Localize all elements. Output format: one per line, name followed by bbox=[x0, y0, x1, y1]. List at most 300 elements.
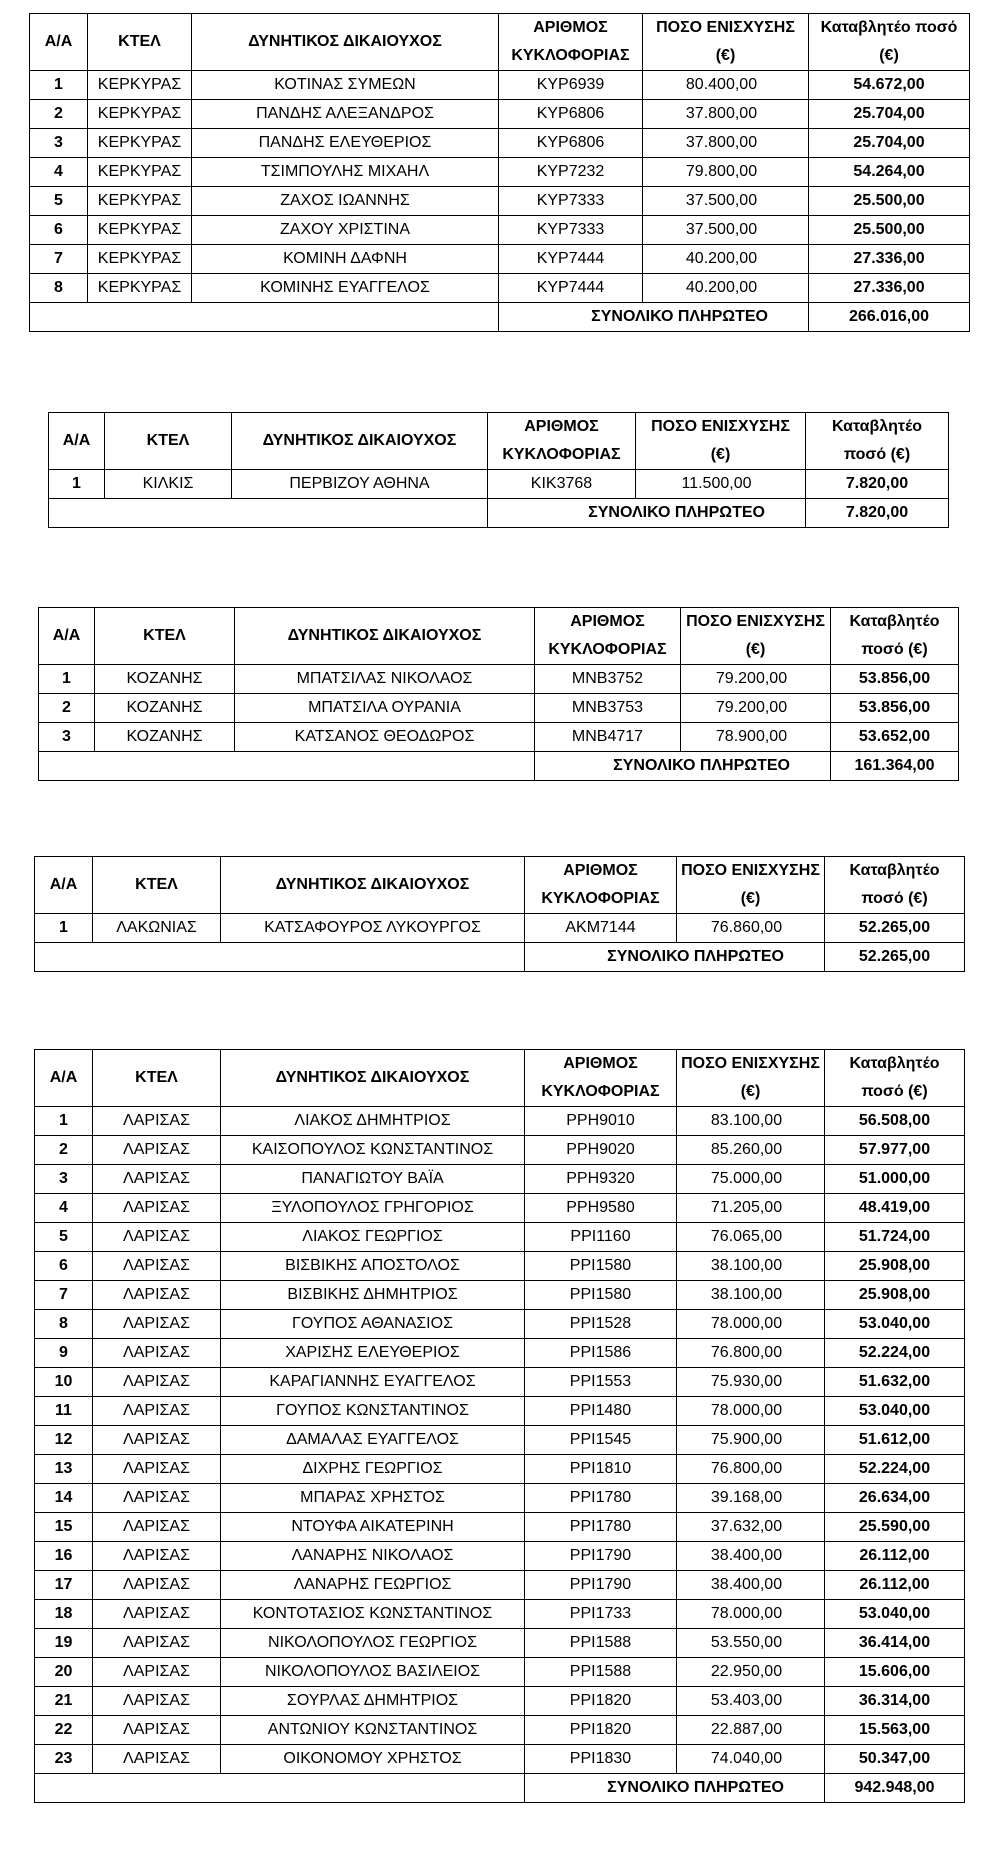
table-row bbox=[35, 1281, 965, 1310]
grant-amount: 76.860,00 bbox=[677, 914, 825, 943]
beneficiary-name: ΜΠΑΡΑΣ ΧΡΗΣΤΟΣ bbox=[221, 1484, 525, 1513]
beneficiary-name: ΤΣΙΜΠΟΥΛΗΣ ΜΙΧΑΗΛ bbox=[192, 158, 499, 187]
grant-amount: 78.000,00 bbox=[677, 1600, 825, 1629]
beneficiary-name: ΓΟΥΠΟΣ ΚΩΝΣΤΑΝΤΙΝΟΣ bbox=[221, 1397, 525, 1426]
grant-amount: 75.000,00 bbox=[677, 1165, 825, 1194]
plate-number: ΡΡΙ1830 bbox=[525, 1745, 677, 1774]
ktel-name: ΛΑΡΙΣΑΣ bbox=[93, 1223, 221, 1252]
row-number: 11 bbox=[35, 1397, 93, 1426]
payable-amount: 25.908,00 bbox=[825, 1281, 965, 1310]
row-number: 18 bbox=[35, 1600, 93, 1629]
table-row bbox=[35, 1426, 965, 1455]
beneficiary-name: ΚΟΜΙΝΗ ΔΑΦΝΗ bbox=[192, 245, 499, 274]
beneficiary-name: ΒΙΣΒΙΚΗΣ ΔΗΜΗΤΡΙΟΣ bbox=[221, 1281, 525, 1310]
row-number: 15 bbox=[35, 1513, 93, 1542]
row-number: 10 bbox=[35, 1368, 93, 1397]
ktel-name: ΛΑΡΙΣΑΣ bbox=[93, 1310, 221, 1339]
table-row bbox=[35, 1687, 965, 1716]
plate-number: ΡΡΙ1160 bbox=[525, 1223, 677, 1252]
table-body bbox=[39, 608, 959, 781]
ktel-name: ΛΑΡΙΣΑΣ bbox=[93, 1542, 221, 1571]
payable-amount: 56.508,00 bbox=[825, 1107, 965, 1136]
table-row bbox=[35, 1629, 965, 1658]
plate-number: ΚΥΡ6806 bbox=[499, 100, 643, 129]
plate-number: ΡΡΙ1580 bbox=[525, 1252, 677, 1281]
ktel-name: ΛΑΡΙΣΑΣ bbox=[93, 1571, 221, 1600]
beneficiary-name: ΚΑΡΑΓΙΑΝΝΗΣ ΕΥΑΓΓΕΛΟΣ bbox=[221, 1368, 525, 1397]
payable-amount: 53.040,00 bbox=[825, 1600, 965, 1629]
ktel-name: ΛΑΡΙΣΑΣ bbox=[93, 1368, 221, 1397]
payable-amount: 57.977,00 bbox=[825, 1136, 965, 1165]
row-number: 1 bbox=[35, 914, 93, 943]
payable-amount: 25.500,00 bbox=[809, 216, 970, 245]
total-row bbox=[39, 752, 959, 781]
row-number: 7 bbox=[35, 1281, 93, 1310]
grant-amount: 38.100,00 bbox=[677, 1281, 825, 1310]
payable-amount: 52.224,00 bbox=[825, 1455, 965, 1484]
beneficiary-name: ΠΑΝΔΗΣ ΑΛΕΞΑΝΔΡΟΣ bbox=[192, 100, 499, 129]
beneficiary-name: ΔΑΜΑΛΑΣ ΕΥΑΓΓΕΛΟΣ bbox=[221, 1426, 525, 1455]
row-number: 1 bbox=[30, 71, 88, 100]
table-row bbox=[35, 1397, 965, 1426]
beneficiary-name: ΛΑΝΑΡΗΣ ΓΕΩΡΓΙΟΣ bbox=[221, 1571, 525, 1600]
total-row bbox=[30, 303, 970, 332]
header-aa: Α/Α bbox=[39, 608, 95, 665]
row-number: 8 bbox=[30, 274, 88, 303]
table-row bbox=[30, 158, 970, 187]
table-row bbox=[30, 216, 970, 245]
payable-amount: 52.224,00 bbox=[825, 1339, 965, 1368]
ktel-name: ΛΑΡΙΣΑΣ bbox=[93, 1165, 221, 1194]
table-body bbox=[30, 14, 970, 332]
table-larisas bbox=[34, 1049, 965, 1803]
ktel-name: ΛΑΡΙΣΑΣ bbox=[93, 1107, 221, 1136]
grant-amount: 76.065,00 bbox=[677, 1223, 825, 1252]
header-payable: Καταβλητέο ποσό (€) bbox=[806, 413, 949, 470]
grant-amount: 37.500,00 bbox=[643, 187, 809, 216]
ktel-name: ΛΑΡΙΣΑΣ bbox=[93, 1339, 221, 1368]
header-grant: ΠΟΣΟ ΕΝΙΣΧΥΣΗΣ (€) bbox=[677, 857, 825, 914]
grant-amount: 83.100,00 bbox=[677, 1107, 825, 1136]
grant-amount: 39.168,00 bbox=[677, 1484, 825, 1513]
payable-amount: 26.634,00 bbox=[825, 1484, 965, 1513]
beneficiary-name: ΠΕΡΒΙΖΟΥ ΑΘΗΝΑ bbox=[232, 470, 488, 499]
payable-amount: 48.419,00 bbox=[825, 1194, 965, 1223]
beneficiary-name: ΚΑΤΣΑΦΟΥΡΟΣ ΛΥΚΟΥΡΓΟΣ bbox=[221, 914, 525, 943]
table-row bbox=[35, 1542, 965, 1571]
payable-amount: 7.820,00 bbox=[806, 470, 949, 499]
plate-number: ΚΙΚ3768 bbox=[488, 470, 636, 499]
header-ktel: ΚΤΕΛ bbox=[93, 1050, 221, 1107]
table-row bbox=[35, 1745, 965, 1774]
plate-number: ΡΡΙ1586 bbox=[525, 1339, 677, 1368]
total-spacer bbox=[49, 499, 488, 528]
header-payable: Καταβλητέο ποσό (€) bbox=[809, 14, 970, 71]
ktel-name: ΛΑΡΙΣΑΣ bbox=[93, 1687, 221, 1716]
ktel-name: ΛΑΡΙΣΑΣ bbox=[93, 1136, 221, 1165]
plate-number: ΡΡΙ1820 bbox=[525, 1716, 677, 1745]
plate-number: ΜΝΒ4717 bbox=[535, 723, 681, 752]
payable-amount: 27.336,00 bbox=[809, 245, 970, 274]
grant-amount: 53.550,00 bbox=[677, 1629, 825, 1658]
total-spacer bbox=[30, 303, 499, 332]
ktel-name: ΚΟΖΑΝΗΣ bbox=[95, 665, 235, 694]
ktel-name: ΛΑΡΙΣΑΣ bbox=[93, 1194, 221, 1223]
beneficiary-name: ΞΥΛΟΠΟΥΛΟΣ ΓΡΗΓΟΡΙΟΣ bbox=[221, 1194, 525, 1223]
grant-amount: 80.400,00 bbox=[643, 71, 809, 100]
grant-amount: 38.400,00 bbox=[677, 1542, 825, 1571]
plate-number: ΡΡΙ1780 bbox=[525, 1513, 677, 1542]
header-row bbox=[49, 413, 949, 470]
row-number: 4 bbox=[35, 1194, 93, 1223]
table-row bbox=[35, 1223, 965, 1252]
header-ktel: ΚΤΕΛ bbox=[93, 857, 221, 914]
beneficiary-name: ΓΟΥΠΟΣ ΑΘΑΝΑΣΙΟΣ bbox=[221, 1310, 525, 1339]
header-plate: ΑΡΙΘΜΟΣ ΚΥΚΛΟΦΟΡΙΑΣ bbox=[525, 857, 677, 914]
table-row bbox=[35, 1658, 965, 1687]
total-row bbox=[49, 499, 949, 528]
table-row bbox=[35, 1107, 965, 1136]
beneficiary-name: ΔΙΧΡΗΣ ΓΕΩΡΓΙΟΣ bbox=[221, 1455, 525, 1484]
plate-number: ΡΡΙ1480 bbox=[525, 1397, 677, 1426]
header-aa: Α/Α bbox=[30, 14, 88, 71]
ktel-name: ΚΕΡΚΥΡΑΣ bbox=[88, 129, 192, 158]
ktel-name: ΛΑΡΙΣΑΣ bbox=[93, 1484, 221, 1513]
table-row bbox=[35, 1513, 965, 1542]
row-number: 1 bbox=[49, 470, 105, 499]
grant-amount: 78.000,00 bbox=[677, 1397, 825, 1426]
table-row bbox=[30, 274, 970, 303]
table-row bbox=[35, 1368, 965, 1397]
header-grant: ΠΟΣΟ ΕΝΙΣΧΥΣΗΣ (€) bbox=[681, 608, 831, 665]
total-label: ΣΥΝΟΛΙΚΟ ΠΛΗΡΩΤΕΟ bbox=[525, 1774, 825, 1803]
row-number: 2 bbox=[30, 100, 88, 129]
ktel-name: ΚΕΡΚΥΡΑΣ bbox=[88, 187, 192, 216]
total-value: 161.364,00 bbox=[831, 752, 959, 781]
plate-number: ΡΡΙ1810 bbox=[525, 1455, 677, 1484]
row-number: 3 bbox=[35, 1165, 93, 1194]
payable-amount: 51.632,00 bbox=[825, 1368, 965, 1397]
header-aa: Α/Α bbox=[49, 413, 105, 470]
plate-number: ΚΥΡ7333 bbox=[499, 187, 643, 216]
table-row bbox=[39, 694, 959, 723]
row-number: 23 bbox=[35, 1745, 93, 1774]
table-row bbox=[39, 665, 959, 694]
table-row bbox=[35, 1455, 965, 1484]
beneficiary-name: ΚΑΙΣΟΠΟΥΛΟΣ ΚΩΝΣΤΑΝΤΙΝΟΣ bbox=[221, 1136, 525, 1165]
ktel-name: ΚΕΡΚΥΡΑΣ bbox=[88, 100, 192, 129]
total-value: 7.820,00 bbox=[806, 499, 949, 528]
plate-number: ΡΡΙ1588 bbox=[525, 1629, 677, 1658]
row-number: 16 bbox=[35, 1542, 93, 1571]
payable-amount: 25.704,00 bbox=[809, 129, 970, 158]
row-number: 3 bbox=[39, 723, 95, 752]
grant-amount: 79.800,00 bbox=[643, 158, 809, 187]
ktel-name: ΚΙΛΚΙΣ bbox=[105, 470, 232, 499]
total-value: 266.016,00 bbox=[809, 303, 970, 332]
table-row bbox=[30, 100, 970, 129]
beneficiary-name: ΝΤΟΥΦΑ ΑΙΚΑΤΕΡΙΝΗ bbox=[221, 1513, 525, 1542]
header-plate: ΑΡΙΘΜΟΣ ΚΥΚΛΟΦΟΡΙΑΣ bbox=[499, 14, 643, 71]
table-row bbox=[35, 914, 965, 943]
ktel-name: ΚΕΡΚΥΡΑΣ bbox=[88, 216, 192, 245]
row-number: 2 bbox=[35, 1136, 93, 1165]
row-number: 7 bbox=[30, 245, 88, 274]
grant-amount: 85.260,00 bbox=[677, 1136, 825, 1165]
header-row bbox=[39, 608, 959, 665]
payable-amount: 25.908,00 bbox=[825, 1252, 965, 1281]
total-value: 942.948,00 bbox=[825, 1774, 965, 1803]
ktel-name: ΛΑΡΙΣΑΣ bbox=[93, 1629, 221, 1658]
grant-amount: 38.100,00 bbox=[677, 1252, 825, 1281]
row-number: 4 bbox=[30, 158, 88, 187]
header-aa: Α/Α bbox=[35, 857, 93, 914]
ktel-name: ΛΑΡΙΣΑΣ bbox=[93, 1397, 221, 1426]
grant-amount: 22.887,00 bbox=[677, 1716, 825, 1745]
payable-amount: 26.112,00 bbox=[825, 1571, 965, 1600]
row-number: 6 bbox=[30, 216, 88, 245]
grant-amount: 40.200,00 bbox=[643, 274, 809, 303]
header-ktel: ΚΤΕΛ bbox=[105, 413, 232, 470]
header-ktel: ΚΤΕΛ bbox=[88, 14, 192, 71]
plate-number: ΡΡΗ9320 bbox=[525, 1165, 677, 1194]
plate-number: ΑΚΜ7144 bbox=[525, 914, 677, 943]
table-row bbox=[30, 245, 970, 274]
table-body bbox=[35, 1050, 965, 1803]
header-plate: ΑΡΙΘΜΟΣ ΚΥΚΛΟΦΟΡΙΑΣ bbox=[535, 608, 681, 665]
beneficiary-name: ΚΟΜΙΝΗΣ ΕΥΑΓΓΕΛΟΣ bbox=[192, 274, 499, 303]
plate-number: ΡΡΙ1790 bbox=[525, 1542, 677, 1571]
ktel-name: ΛΑΡΙΣΑΣ bbox=[93, 1252, 221, 1281]
total-spacer bbox=[39, 752, 535, 781]
header-grant: ΠΟΣΟ ΕΝΙΣΧΥΣΗΣ (€) bbox=[677, 1050, 825, 1107]
total-label: ΣΥΝΟΛΙΚΟ ΠΛΗΡΩΤΕΟ bbox=[488, 499, 806, 528]
row-number: 21 bbox=[35, 1687, 93, 1716]
plate-number: ΡΡΙ1553 bbox=[525, 1368, 677, 1397]
grant-amount: 76.800,00 bbox=[677, 1455, 825, 1484]
plate-number: ΡΡΗ9580 bbox=[525, 1194, 677, 1223]
table-row bbox=[35, 1310, 965, 1339]
total-label: ΣΥΝΟΛΙΚΟ ΠΛΗΡΩΤΕΟ bbox=[499, 303, 809, 332]
plate-number: ΡΡΙ1580 bbox=[525, 1281, 677, 1310]
table-body bbox=[35, 857, 965, 972]
grant-amount: 76.800,00 bbox=[677, 1339, 825, 1368]
grant-amount: 78.000,00 bbox=[677, 1310, 825, 1339]
row-number: 14 bbox=[35, 1484, 93, 1513]
grant-amount: 78.900,00 bbox=[681, 723, 831, 752]
table-row bbox=[35, 1136, 965, 1165]
total-spacer bbox=[35, 1774, 525, 1803]
beneficiary-name: ΑΝΤΩΝΙΟΥ ΚΩΝΣΤΑΝΤΙΝΟΣ bbox=[221, 1716, 525, 1745]
plate-number: ΡΡΙ1588 bbox=[525, 1658, 677, 1687]
total-row bbox=[35, 943, 965, 972]
payable-amount: 53.652,00 bbox=[831, 723, 959, 752]
grant-amount: 71.205,00 bbox=[677, 1194, 825, 1223]
beneficiary-name: ΝΙΚΟΛΟΠΟΥΛΟΣ ΓΕΩΡΓΙΟΣ bbox=[221, 1629, 525, 1658]
ktel-name: ΛΑΡΙΣΑΣ bbox=[93, 1455, 221, 1484]
ktel-name: ΚΕΡΚΥΡΑΣ bbox=[88, 245, 192, 274]
table-lakonias bbox=[34, 856, 965, 972]
plate-number: ΚΥΡ7232 bbox=[499, 158, 643, 187]
row-number: 5 bbox=[35, 1223, 93, 1252]
payable-amount: 50.347,00 bbox=[825, 1745, 965, 1774]
payable-amount: 54.264,00 bbox=[809, 158, 970, 187]
beneficiary-name: ΛΙΑΚΟΣ ΓΕΩΡΓΙΟΣ bbox=[221, 1223, 525, 1252]
table-body bbox=[49, 413, 949, 528]
payable-amount: 53.856,00 bbox=[831, 665, 959, 694]
beneficiary-name: ΜΠΑΤΣΙΛΑ ΟΥΡΑΝΙΑ bbox=[235, 694, 535, 723]
row-number: 1 bbox=[39, 665, 95, 694]
row-number: 3 bbox=[30, 129, 88, 158]
table-row bbox=[30, 187, 970, 216]
beneficiary-name: ΜΠΑΤΣΙΛΑΣ ΝΙΚΟΛΑΟΣ bbox=[235, 665, 535, 694]
beneficiary-name: ΖΑΧΟΣ ΙΩΑΝΝΗΣ bbox=[192, 187, 499, 216]
payable-amount: 25.590,00 bbox=[825, 1513, 965, 1542]
row-number: 17 bbox=[35, 1571, 93, 1600]
payable-amount: 25.704,00 bbox=[809, 100, 970, 129]
payable-amount: 25.500,00 bbox=[809, 187, 970, 216]
plate-number: ΜΝΒ3753 bbox=[535, 694, 681, 723]
payable-amount: 51.612,00 bbox=[825, 1426, 965, 1455]
total-row bbox=[35, 1774, 965, 1803]
plate-number: ΜΝΒ3752 bbox=[535, 665, 681, 694]
plate-number: ΚΥΡ6806 bbox=[499, 129, 643, 158]
row-number: 1 bbox=[35, 1107, 93, 1136]
beneficiary-name: ΚΟΝΤΟΤΑΣΙΟΣ ΚΩΝΣΤΑΝΤΙΝΟΣ bbox=[221, 1600, 525, 1629]
grant-amount: 37.800,00 bbox=[643, 129, 809, 158]
payable-amount: 36.414,00 bbox=[825, 1629, 965, 1658]
total-spacer bbox=[35, 943, 525, 972]
grant-amount: 53.403,00 bbox=[677, 1687, 825, 1716]
payable-amount: 52.265,00 bbox=[825, 914, 965, 943]
table-row bbox=[35, 1252, 965, 1281]
payable-amount: 53.040,00 bbox=[825, 1310, 965, 1339]
header-beneficiary: ΔΥΝΗΤΙΚΟΣ ΔΙΚΑΙΟΥΧΟΣ bbox=[221, 857, 525, 914]
table-row bbox=[30, 71, 970, 100]
grant-amount: 37.632,00 bbox=[677, 1513, 825, 1542]
table-row bbox=[35, 1165, 965, 1194]
beneficiary-name: ΠΑΝΔΗΣ ΕΛΕΥΘΕΡΙΟΣ bbox=[192, 129, 499, 158]
row-number: 22 bbox=[35, 1716, 93, 1745]
grant-amount: 22.950,00 bbox=[677, 1658, 825, 1687]
grant-amount: 75.930,00 bbox=[677, 1368, 825, 1397]
row-number: 19 bbox=[35, 1629, 93, 1658]
header-beneficiary: ΔΥΝΗΤΙΚΟΣ ΔΙΚΑΙΟΥΧΟΣ bbox=[221, 1050, 525, 1107]
ktel-name: ΛΑΡΙΣΑΣ bbox=[93, 1513, 221, 1542]
header-aa: Α/Α bbox=[35, 1050, 93, 1107]
ktel-name: ΛΑΡΙΣΑΣ bbox=[93, 1600, 221, 1629]
grant-amount: 37.500,00 bbox=[643, 216, 809, 245]
plate-number: ΡΡΙ1790 bbox=[525, 1571, 677, 1600]
header-payable: Καταβλητέο ποσό (€) bbox=[831, 608, 959, 665]
ktel-name: ΚΟΖΑΝΗΣ bbox=[95, 723, 235, 752]
row-number: 12 bbox=[35, 1426, 93, 1455]
table-row bbox=[35, 1194, 965, 1223]
row-number: 9 bbox=[35, 1339, 93, 1368]
grant-amount: 40.200,00 bbox=[643, 245, 809, 274]
payable-amount: 53.040,00 bbox=[825, 1397, 965, 1426]
payable-amount: 51.724,00 bbox=[825, 1223, 965, 1252]
payable-amount: 53.856,00 bbox=[831, 694, 959, 723]
beneficiary-name: ΛΑΝΑΡΗΣ ΝΙΚΟΛΑΟΣ bbox=[221, 1542, 525, 1571]
plate-number: ΡΡΗ9020 bbox=[525, 1136, 677, 1165]
beneficiary-name: ΚΑΤΣΑΝΟΣ ΘΕΟΔΩΡΟΣ bbox=[235, 723, 535, 752]
plate-number: ΡΡΙ1820 bbox=[525, 1687, 677, 1716]
beneficiary-name: ΖΑΧΟΥ ΧΡΙΣΤΙΝΑ bbox=[192, 216, 499, 245]
row-number: 13 bbox=[35, 1455, 93, 1484]
payable-amount: 54.672,00 bbox=[809, 71, 970, 100]
payable-amount: 51.000,00 bbox=[825, 1165, 965, 1194]
header-payable: Καταβλητέο ποσό (€) bbox=[825, 1050, 965, 1107]
payable-amount: 36.314,00 bbox=[825, 1687, 965, 1716]
grant-amount: 11.500,00 bbox=[636, 470, 806, 499]
grant-amount: 75.900,00 bbox=[677, 1426, 825, 1455]
payable-amount: 27.336,00 bbox=[809, 274, 970, 303]
row-number: 6 bbox=[35, 1252, 93, 1281]
header-plate: ΑΡΙΘΜΟΣ ΚΥΚΛΟΦΟΡΙΑΣ bbox=[488, 413, 636, 470]
total-label: ΣΥΝΟΛΙΚΟ ΠΛΗΡΩΤΕΟ bbox=[535, 752, 831, 781]
header-beneficiary: ΔΥΝΗΤΙΚΟΣ ΔΙΚΑΙΟΥΧΟΣ bbox=[235, 608, 535, 665]
ktel-name: ΚΕΡΚΥΡΑΣ bbox=[88, 71, 192, 100]
grant-amount: 79.200,00 bbox=[681, 665, 831, 694]
payable-amount: 26.112,00 bbox=[825, 1542, 965, 1571]
ktel-name: ΛΑΚΩΝΙΑΣ bbox=[93, 914, 221, 943]
header-plate: ΑΡΙΘΜΟΣ ΚΥΚΛΟΦΟΡΙΑΣ bbox=[525, 1050, 677, 1107]
payable-amount: 15.563,00 bbox=[825, 1716, 965, 1745]
row-number: 2 bbox=[39, 694, 95, 723]
row-number: 8 bbox=[35, 1310, 93, 1339]
header-beneficiary: ΔΥΝΗΤΙΚΟΣ ΔΙΚΑΙΟΥΧΟΣ bbox=[192, 14, 499, 71]
table-kilkis bbox=[48, 412, 949, 528]
ktel-name: ΛΑΡΙΣΑΣ bbox=[93, 1658, 221, 1687]
total-label: ΣΥΝΟΛΙΚΟ ΠΛΗΡΩΤΕΟ bbox=[525, 943, 825, 972]
beneficiary-name: ΟΙΚΟΝΟΜΟΥ ΧΡΗΣΤΟΣ bbox=[221, 1745, 525, 1774]
beneficiary-name: ΒΙΣΒΙΚΗΣ ΑΠΟΣΤΟΛΟΣ bbox=[221, 1252, 525, 1281]
grant-amount: 37.800,00 bbox=[643, 100, 809, 129]
ktel-name: ΚΕΡΚΥΡΑΣ bbox=[88, 274, 192, 303]
ktel-name: ΛΑΡΙΣΑΣ bbox=[93, 1281, 221, 1310]
header-payable: Καταβλητέο ποσό (€) bbox=[825, 857, 965, 914]
plate-number: ΡΡΗ9010 bbox=[525, 1107, 677, 1136]
header-ktel: ΚΤΕΛ bbox=[95, 608, 235, 665]
plate-number: ΚΥΡ7444 bbox=[499, 245, 643, 274]
table-row bbox=[35, 1600, 965, 1629]
ktel-name: ΛΑΡΙΣΑΣ bbox=[93, 1426, 221, 1455]
beneficiary-name: ΧΑΡΙΣΗΣ ΕΛΕΥΘΕΡΙΟΣ bbox=[221, 1339, 525, 1368]
table-row bbox=[35, 1716, 965, 1745]
grant-amount: 79.200,00 bbox=[681, 694, 831, 723]
header-grant: ΠΟΣΟ ΕΝΙΣΧΥΣΗΣ (€) bbox=[636, 413, 806, 470]
beneficiary-name: ΝΙΚΟΛΟΠΟΥΛΟΣ ΒΑΣΙΛΕΙΟΣ bbox=[221, 1658, 525, 1687]
grant-amount: 38.400,00 bbox=[677, 1571, 825, 1600]
header-row bbox=[30, 14, 970, 71]
table-row bbox=[30, 129, 970, 158]
beneficiary-name: ΠΑΝΑΓΙΩΤΟΥ ΒΑΪΑ bbox=[221, 1165, 525, 1194]
ktel-name: ΚΕΡΚΥΡΑΣ bbox=[88, 158, 192, 187]
ktel-name: ΚΟΖΑΝΗΣ bbox=[95, 694, 235, 723]
header-beneficiary: ΔΥΝΗΤΙΚΟΣ ΔΙΚΑΙΟΥΧΟΣ bbox=[232, 413, 488, 470]
beneficiary-name: ΚΟΤΙΝΑΣ ΣΥΜΕΩΝ bbox=[192, 71, 499, 100]
plate-number: ΡΡΙ1528 bbox=[525, 1310, 677, 1339]
table-kerkyras bbox=[29, 13, 970, 332]
table-row bbox=[35, 1484, 965, 1513]
table-row bbox=[35, 1571, 965, 1600]
row-number: 5 bbox=[30, 187, 88, 216]
header-grant: ΠΟΣΟ ΕΝΙΣΧΥΣΗΣ (€) bbox=[643, 14, 809, 71]
table-row bbox=[39, 723, 959, 752]
ktel-name: ΛΑΡΙΣΑΣ bbox=[93, 1716, 221, 1745]
header-row bbox=[35, 1050, 965, 1107]
